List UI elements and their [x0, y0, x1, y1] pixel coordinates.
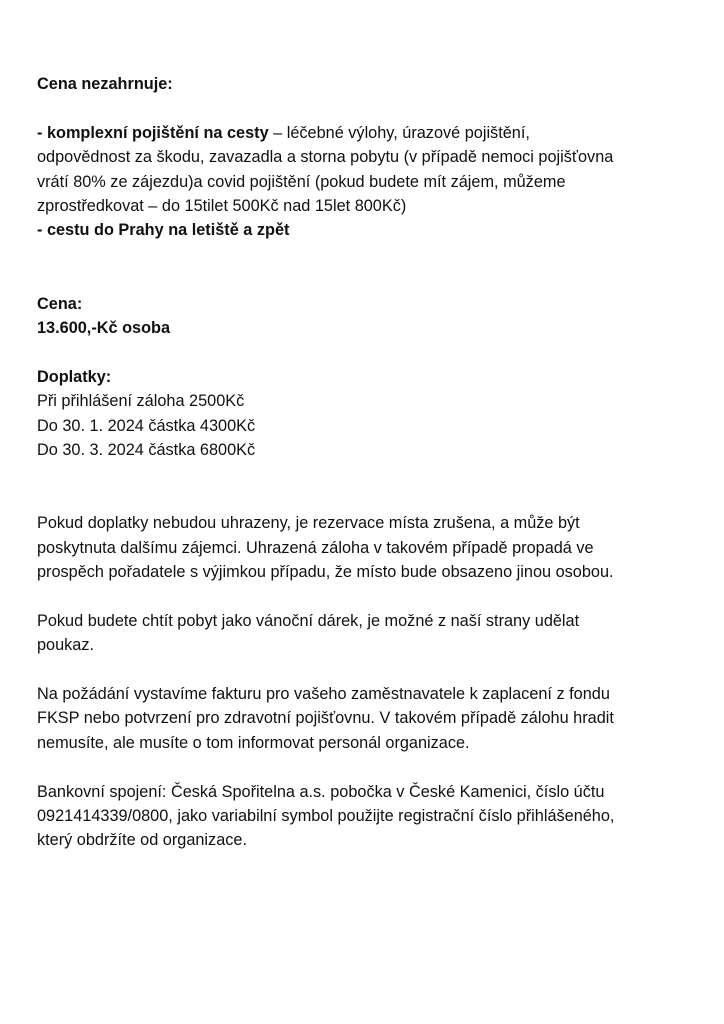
- cancellation-line: prospěch pořadatele s výjimkou případu, že místo bude obsazeno jinou osobou.: [37, 563, 614, 582]
- gift-line: poukaz.: [37, 636, 95, 655]
- cancellation-line: poskytnuta dalšímu zájemci. Uhrazená záloha v takovém případě propadá ve: [37, 538, 594, 557]
- insurance-line-2: odpovědnost za škodu, zavazadla a storna pobytu (v případě nemoci pojišťovna: [37, 148, 614, 167]
- cancellation-line: Pokud doplatky nebudou uhrazeny, je rezervace místa zrušena, a může být: [37, 514, 580, 533]
- insurance-line-4: zprostředkovat – do 15tilet 500Kč nad 15let 800Kč): [37, 197, 407, 216]
- price-value: 13.600,-Kč osoba: [37, 319, 171, 338]
- insurance-rest: – léčebné výlohy, úrazové pojištění,: [268, 123, 530, 142]
- insurance-line-3: vrátí 80% ze zájezdu)a covid pojištění (pokud budete mít zájem, můžeme: [37, 172, 566, 191]
- invoice-line: nemusíte, ale musíte o tom informovat personál organizace.: [37, 733, 470, 752]
- gift-line: Pokud budete chtít pobyt jako vánoční dárek, je možné z naší strany udělat: [37, 611, 580, 630]
- insurance-line-1: [37, 121, 707, 145]
- payments-heading: Doplatky:: [37, 367, 112, 386]
- payment-item: Při přihlášení záloha 2500Kč: [37, 392, 245, 411]
- travel-line: - cestu do Prahy na letiště a zpět: [37, 221, 290, 240]
- insurance-bold: - komplexní pojištění na cesty: [37, 123, 269, 142]
- document-page: [37, 72, 707, 853]
- payment-item: Do 30. 3. 2024 částka 6800Kč: [37, 441, 256, 460]
- excludes-heading: Cena nezahrnuje:: [37, 75, 173, 93]
- payment-item: Do 30. 1. 2024 částka 4300Kč: [37, 416, 256, 435]
- bank-line: Bankovní spojení: Česká Spořitelna a.s. pobočka v České Kamenici, číslo účtu: [37, 782, 605, 801]
- bank-line: který obdržíte od organizace.: [37, 831, 247, 850]
- invoice-line: FKSP nebo potvrzení pro zdravotní pojišťovnu. V takovém případě zálohu hradit: [37, 709, 614, 728]
- bank-line: 0921414339/0800, jako variabilní symbol použijte registrační číslo přihlášeného,: [37, 807, 615, 826]
- price-heading: Cena:: [37, 294, 83, 313]
- invoice-line: Na požádání vystavíme fakturu pro vašeho zaměstnavatele k zaplacení z fondu: [37, 685, 610, 704]
